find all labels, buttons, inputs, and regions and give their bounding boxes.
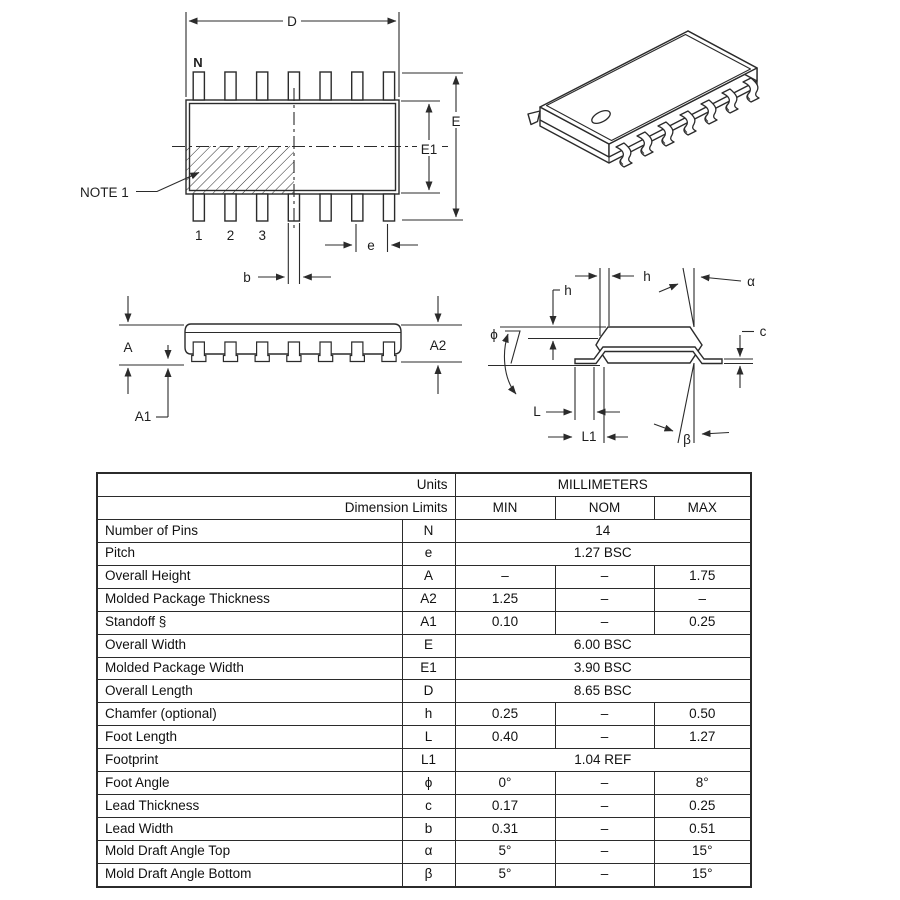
dim-label-L1: L1 — [581, 429, 597, 444]
nom-header-cell: NOM — [555, 497, 654, 520]
dim-name-cell: Mold Draft Angle Top — [97, 840, 402, 863]
dim-value-cell: 8.65 BSC — [455, 680, 751, 703]
dim-nom-cell: – — [555, 840, 654, 863]
pin-number-2: 2 — [226, 228, 235, 243]
dim-name-cell: Molded Package Thickness — [97, 588, 402, 611]
dim-min-cell: 0.25 — [455, 703, 555, 726]
dim-name-cell: Pitch — [97, 542, 402, 565]
dim-max-cell: 8° — [654, 772, 751, 795]
dim-max-cell: 1.75 — [654, 565, 751, 588]
table-row — [97, 680, 751, 703]
detail-body — [596, 327, 702, 363]
dim-symbol-cell: c — [402, 795, 455, 818]
table-header-limits — [97, 497, 751, 520]
min-header-cell: MIN — [455, 497, 555, 520]
dim-symbol-cell: D — [402, 680, 455, 703]
dim-nom-cell: – — [555, 565, 654, 588]
dim-label-E1: E1 — [420, 142, 438, 157]
dim-symbol-cell: ϕ — [402, 772, 455, 795]
detail-lead — [575, 347, 722, 364]
table-row — [97, 840, 751, 863]
dim-label-E: E — [451, 114, 461, 129]
max-header-cell: MAX — [654, 497, 751, 520]
dim-symbol-cell: E — [402, 634, 455, 657]
table-row — [97, 519, 751, 542]
dim-name-cell: Molded Package Width — [97, 657, 402, 680]
dim-max-cell: 0.51 — [654, 817, 751, 840]
dim-symbol-cell: h — [402, 703, 455, 726]
dim-nom-cell: – — [555, 726, 654, 749]
table-row — [97, 726, 751, 749]
dim-name-cell: Footprint — [97, 749, 402, 772]
dim-symbol-cell: A — [402, 565, 455, 588]
dim-label-A: A — [123, 340, 133, 355]
units-label-cell: Units — [97, 473, 455, 497]
dim-max-cell: 0.25 — [654, 611, 751, 634]
dim-name-cell: Lead Thickness — [97, 795, 402, 818]
table-header-units — [97, 473, 751, 497]
dim-nom-cell: – — [555, 863, 654, 887]
dim-value-cell: 1.04 REF — [455, 749, 751, 772]
dim-name-cell: Overall Height — [97, 565, 402, 588]
dim-label-b: b — [243, 270, 251, 285]
dim-name-cell: Standoff § — [97, 611, 402, 634]
table-row — [97, 657, 751, 680]
table-row — [97, 772, 751, 795]
dim-symbol-cell: A1 — [402, 611, 455, 634]
dim-label-e: e — [367, 238, 375, 253]
dim-min-cell: 5° — [455, 840, 555, 863]
table-row — [97, 703, 751, 726]
table-row — [97, 817, 751, 840]
dim-name-cell: Overall Length — [97, 680, 402, 703]
table-row — [97, 588, 751, 611]
dim-label-alpha: α — [747, 274, 755, 289]
dim-min-cell: 0.31 — [455, 817, 555, 840]
dim-min-cell: 0.40 — [455, 726, 555, 749]
dim-name-cell: Foot Length — [97, 726, 402, 749]
dim-symbol-cell: L — [402, 726, 455, 749]
top-view — [136, 12, 464, 284]
dimension-limits-cell: Dimension Limits — [97, 497, 455, 520]
units-value-cell: MILLIMETERS — [455, 473, 751, 497]
dim-min-cell: 1.25 — [455, 588, 555, 611]
dim-nom-cell: – — [555, 795, 654, 818]
dim-name-cell: Lead Width — [97, 817, 402, 840]
dim-symbol-cell: b — [402, 817, 455, 840]
dim-nom-cell: – — [555, 611, 654, 634]
dim-max-cell: 0.50 — [654, 703, 751, 726]
dim-label-h-top: h — [643, 269, 651, 284]
pin-count-label: N — [193, 55, 203, 70]
isometric-view — [528, 31, 759, 167]
detail-view — [488, 268, 754, 443]
dim-nom-cell: – — [555, 703, 654, 726]
dim-symbol-cell: E1 — [402, 657, 455, 680]
table-row — [97, 749, 751, 772]
dim-min-cell: – — [455, 565, 555, 588]
dim-label-L: L — [533, 404, 541, 419]
dim-label-c: c — [759, 324, 767, 339]
side-leads — [192, 342, 396, 362]
dim-name-cell: Chamfer (optional) — [97, 703, 402, 726]
table-row — [97, 565, 751, 588]
dim-label-A1: A1 — [134, 409, 152, 424]
dim-min-cell: 5° — [455, 863, 555, 887]
dim-max-cell: – — [654, 588, 751, 611]
dim-symbol-cell: e — [402, 542, 455, 565]
dim-max-cell: 0.25 — [654, 795, 751, 818]
dim-symbol-cell: A2 — [402, 588, 455, 611]
dim-value-cell: 14 — [455, 519, 751, 542]
dim-nom-cell: – — [555, 588, 654, 611]
table-row — [97, 611, 751, 634]
pin-number-3: 3 — [258, 228, 266, 243]
table-row — [97, 863, 751, 887]
dim-max-cell: 15° — [654, 840, 751, 863]
dim-label-phi: ϕ — [490, 327, 498, 342]
dim-min-cell: 0.10 — [455, 611, 555, 634]
dim-label-A2: A2 — [429, 338, 447, 353]
dim-label-beta: β — [683, 432, 691, 447]
dim-name-cell: Mold Draft Angle Bottom — [97, 863, 402, 887]
dim-nom-cell: – — [555, 772, 654, 795]
table-row — [97, 542, 751, 565]
pin-number-1: 1 — [195, 228, 203, 243]
iso-mold-tab — [528, 111, 540, 125]
dim-symbol-cell: L1 — [402, 749, 455, 772]
dimensions-table — [96, 472, 752, 888]
dim-symbol-cell: β — [402, 863, 455, 887]
dim-max-cell: 15° — [654, 863, 751, 887]
note1-hatch-region — [186, 146, 294, 194]
dim-value-cell: 3.90 BSC — [455, 657, 751, 680]
dim-min-cell: 0° — [455, 772, 555, 795]
dim-max-cell: 1.27 — [654, 726, 751, 749]
dim-name-cell: Number of Pins — [97, 519, 402, 542]
table-row — [97, 795, 751, 818]
side-view — [119, 296, 462, 417]
note1-label: NOTE 1 — [80, 185, 129, 200]
dim-name-cell: Overall Width — [97, 634, 402, 657]
dim-value-cell: 6.00 BSC — [455, 634, 751, 657]
dim-label-h-side: h — [564, 283, 572, 298]
dim-name-cell: Foot Angle — [97, 772, 402, 795]
dim-symbol-cell: N — [402, 519, 455, 542]
dim-label-D: D — [287, 14, 297, 29]
table-row — [97, 634, 751, 657]
dim-min-cell: 0.17 — [455, 795, 555, 818]
dim-nom-cell: – — [555, 817, 654, 840]
dim-symbol-cell: α — [402, 840, 455, 863]
dim-value-cell: 1.27 BSC — [455, 542, 751, 565]
